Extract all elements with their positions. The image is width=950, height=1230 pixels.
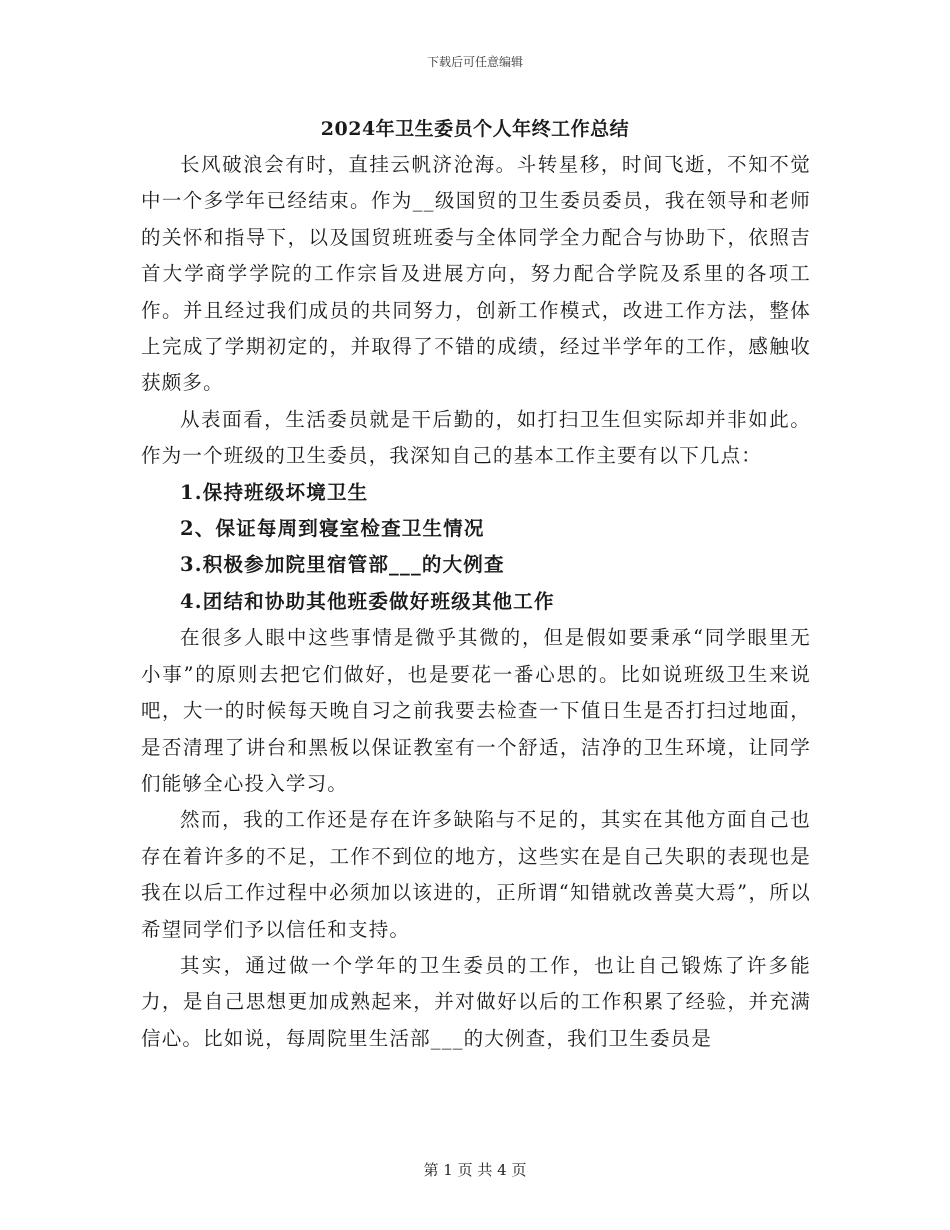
paragraph-duties: 从表面看，生活委员就是干后勤的，如打扫卫生但实际却并非如此。作为一个班级的卫生委员，我深知自己的基本工作主要有以下几点： [141, 407, 811, 468]
list-item-3: 3.积极参加院里宿管部___的大例查 [180, 553, 505, 577]
document-title: 2024年卫生委员个人年终工作总结 [320, 118, 630, 140]
paragraph-intro: 长风破浪会有时，直挂云帆济沧海。斗转星移，时间飞逝，不知不觉中一个多学年已经结束。作为__级国贸的卫生委员委员，我在领导和老师的关怀和指导下，以及国贸班班委与全体同学全力配合与协助下，依照吉首大学商学学院的工作宗旨及进展方向，努力配合学院及系里的各项工作。并且经过我们成员的共同努力，创新工作模式，改进工作方法，整体上完成了学期初定的，并取得了不错的成绩，经过半学年的工作，感触收获颇多。 [141, 153, 811, 395]
document-body [141, 147, 811, 1057]
paragraph-details: 在很多人眼中这些事情是微乎其微的，但是假如要秉承“同学眼里无小事”的原则去把它们做好，也是要花一番心思的。比如说班级卫生来说吧，大一的时候每天晚自习之前我要去检查一下值日生是否打扫过地面，是否清理了讲台和黑板以保证教室有一个舒适，洁净的卫生环境，让同学们能够全心投入学习。 [141, 626, 811, 795]
paragraph-gains: 其实，通过做一个学年的卫生委员的工作，也让自己锻炼了许多能力，是自己思想更加成熟起来，并对做好以后的工作积累了经验，并充满信心。比如说，每周院里生活部___的大例查，我们卫生委员是 [141, 953, 811, 1050]
page-footer: 第 1 页 共 4 页 [423, 1161, 527, 1179]
list-item-1: 1.保持班级坏境卫生 [180, 480, 369, 504]
list-item-2: 2、保证每周到寝室检查卫生情况 [180, 517, 485, 541]
header-note: 下载后可任意编辑 [426, 55, 523, 69]
paragraph-shortcomings: 然而，我的工作还是存在许多缺陷与不足的，其实在其他方面自己也存在着许多的不足，工作不到位的地方，这些实在是自己失职的表现也是我在以后工作过程中必须加以该进的，正所谓“知错就改善莫大焉”，所以希望同学们予以信任和支持。 [141, 808, 811, 941]
list-item-4: 4.团结和协助其他班委做好班级其他工作 [180, 589, 555, 613]
